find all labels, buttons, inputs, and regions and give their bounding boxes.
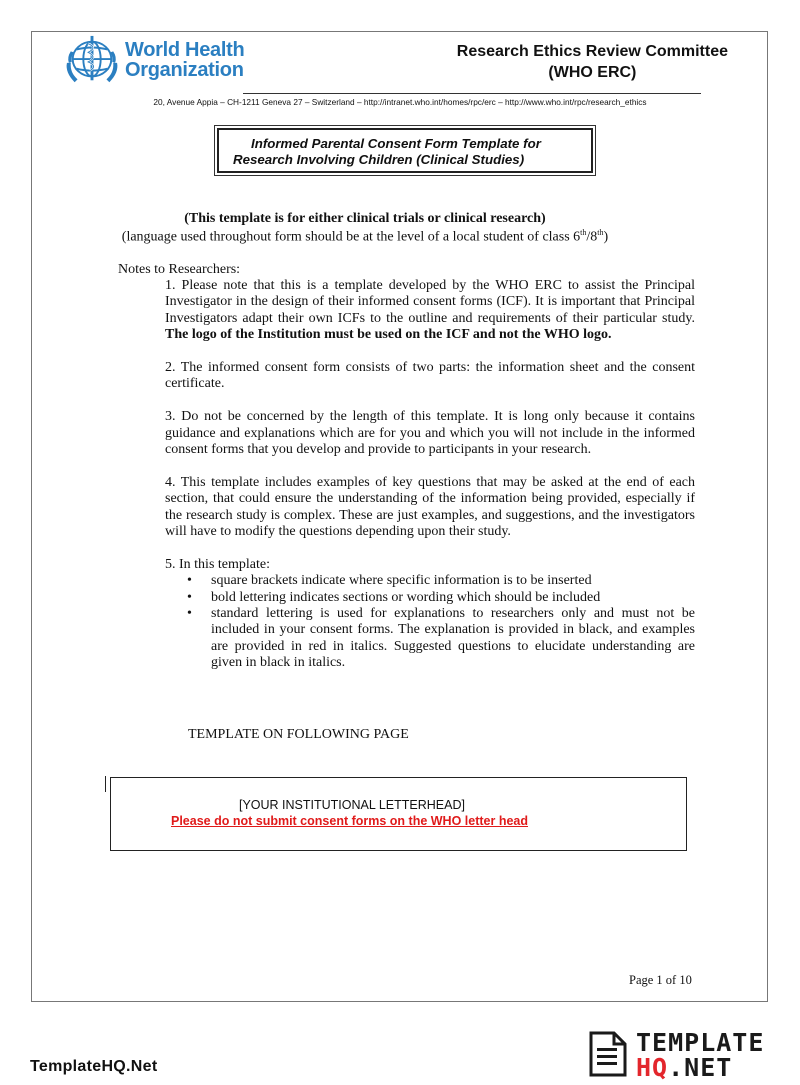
bullet-icon: • bbox=[187, 606, 192, 622]
watermark-brand-line1: TEMPLATE bbox=[636, 1028, 765, 1057]
template-following-note: TEMPLATE ON FOLLOWING PAGE bbox=[188, 727, 409, 742]
letterhead-placeholder: [YOUR INSTITUTIONAL LETTERHEAD] bbox=[239, 798, 465, 812]
bullet-icon: • bbox=[187, 573, 192, 589]
committee-line2: (WHO ERC) bbox=[548, 64, 637, 81]
org-name-line2: Organization bbox=[125, 59, 244, 81]
note-5: 5. In this template: bbox=[165, 556, 270, 572]
address-line: 20, Avenue Appia – CH-1211 Geneva 27 – Switzerland – http://intranet.who.int/homes/rpc/erc – http://www.who.int/rpc/research_ethics bbox=[153, 97, 647, 107]
notes-body bbox=[165, 278, 695, 672]
template-scope-note: (This template is for either clinical trials or clinical research) bbox=[184, 211, 546, 226]
watermark-logo bbox=[588, 1028, 778, 1082]
language-note-text: (language used throughout form should be at the level of a local student of class 6 bbox=[121, 229, 581, 245]
note-5-list bbox=[165, 573, 695, 671]
list-item-text: bold lettering indicates sections or wording which should be included bbox=[211, 589, 601, 605]
who-emblem-logo bbox=[62, 34, 122, 88]
bullet-icon: • bbox=[187, 589, 192, 605]
committee-line1: Research Ethics Review Committee bbox=[456, 43, 728, 60]
form-title bbox=[217, 128, 593, 173]
language-note-class: /8 bbox=[586, 229, 598, 245]
watermark-brand-line2 bbox=[636, 1055, 764, 1080]
note-1-text: 1. Please note that this is a template developed by the WHO ERC to assist the Principal Investigator in the design of their informed consent forms (ICF). It is important that Principal Investigators adapt their own ICFs to the outline and requirements of their particular study. bbox=[165, 278, 695, 326]
document-icon bbox=[588, 1030, 628, 1078]
note-2: 2. The informed consent form consists of two parts: the information sheet and the consent certificate. bbox=[165, 360, 695, 392]
list-item-text: standard lettering is used for explanations to researchers only and must not be included in your consent forms. The explanation is provided in black, and examples are provided in red in italics. Suggested questions to elucidate understanding are given in black in italics. bbox=[211, 606, 695, 671]
note-3: 3. Do not be concerned by the length of this template. It is long only because it contains guidance and explanations which are for you and which you will not include in the informed consent forms that you develop and provide to participants in your research. bbox=[165, 409, 695, 458]
note-1 bbox=[165, 278, 695, 344]
note-1-bold: The logo of the Institution must be used on the ICF and not the WHO logo. bbox=[165, 327, 612, 343]
header-rule bbox=[243, 93, 701, 94]
language-note-end: ) bbox=[603, 229, 609, 245]
letterhead-box bbox=[110, 777, 687, 851]
list-item-text: square brackets indicate where specific information is to be inserted bbox=[211, 573, 592, 589]
form-title-line2: Research Involving Children (Clinical Studies) bbox=[233, 152, 525, 167]
watermark-brand bbox=[636, 1030, 764, 1080]
form-title-box bbox=[214, 125, 596, 176]
committee-title bbox=[457, 41, 728, 83]
form-title-line1: Informed Parental Consent Form Template for bbox=[251, 136, 541, 151]
language-level-note bbox=[0, 228, 730, 246]
list-item bbox=[165, 590, 695, 606]
note-4: 4. This template includes examples of key questions that may be asked at the end of each section, that could ensure the understanding of the information being provided, especially if the research study is complex. These are just examples, and suggestions, and the investigators will have to modify the questions depending upon their study. bbox=[165, 474, 695, 540]
watermark-brand-hq: HQ bbox=[636, 1053, 669, 1082]
org-name-line1: World Health bbox=[125, 39, 245, 61]
watermark-left: TemplateHQ.Net bbox=[30, 1058, 158, 1075]
ordinal-suffix: th bbox=[597, 228, 604, 237]
watermark-brand-net: .NET bbox=[668, 1053, 733, 1082]
text-cursor bbox=[105, 776, 106, 792]
ordinal-suffix: th bbox=[580, 228, 587, 237]
notes-heading: Notes to Researchers: bbox=[118, 262, 241, 277]
list-item bbox=[165, 606, 695, 672]
list-item bbox=[165, 573, 695, 589]
letterhead-warning: Please do not submit consent forms on the WHO letter head bbox=[171, 814, 528, 828]
page-number: Page 1 of 10 bbox=[629, 973, 692, 987]
who-wordmark bbox=[125, 40, 244, 80]
